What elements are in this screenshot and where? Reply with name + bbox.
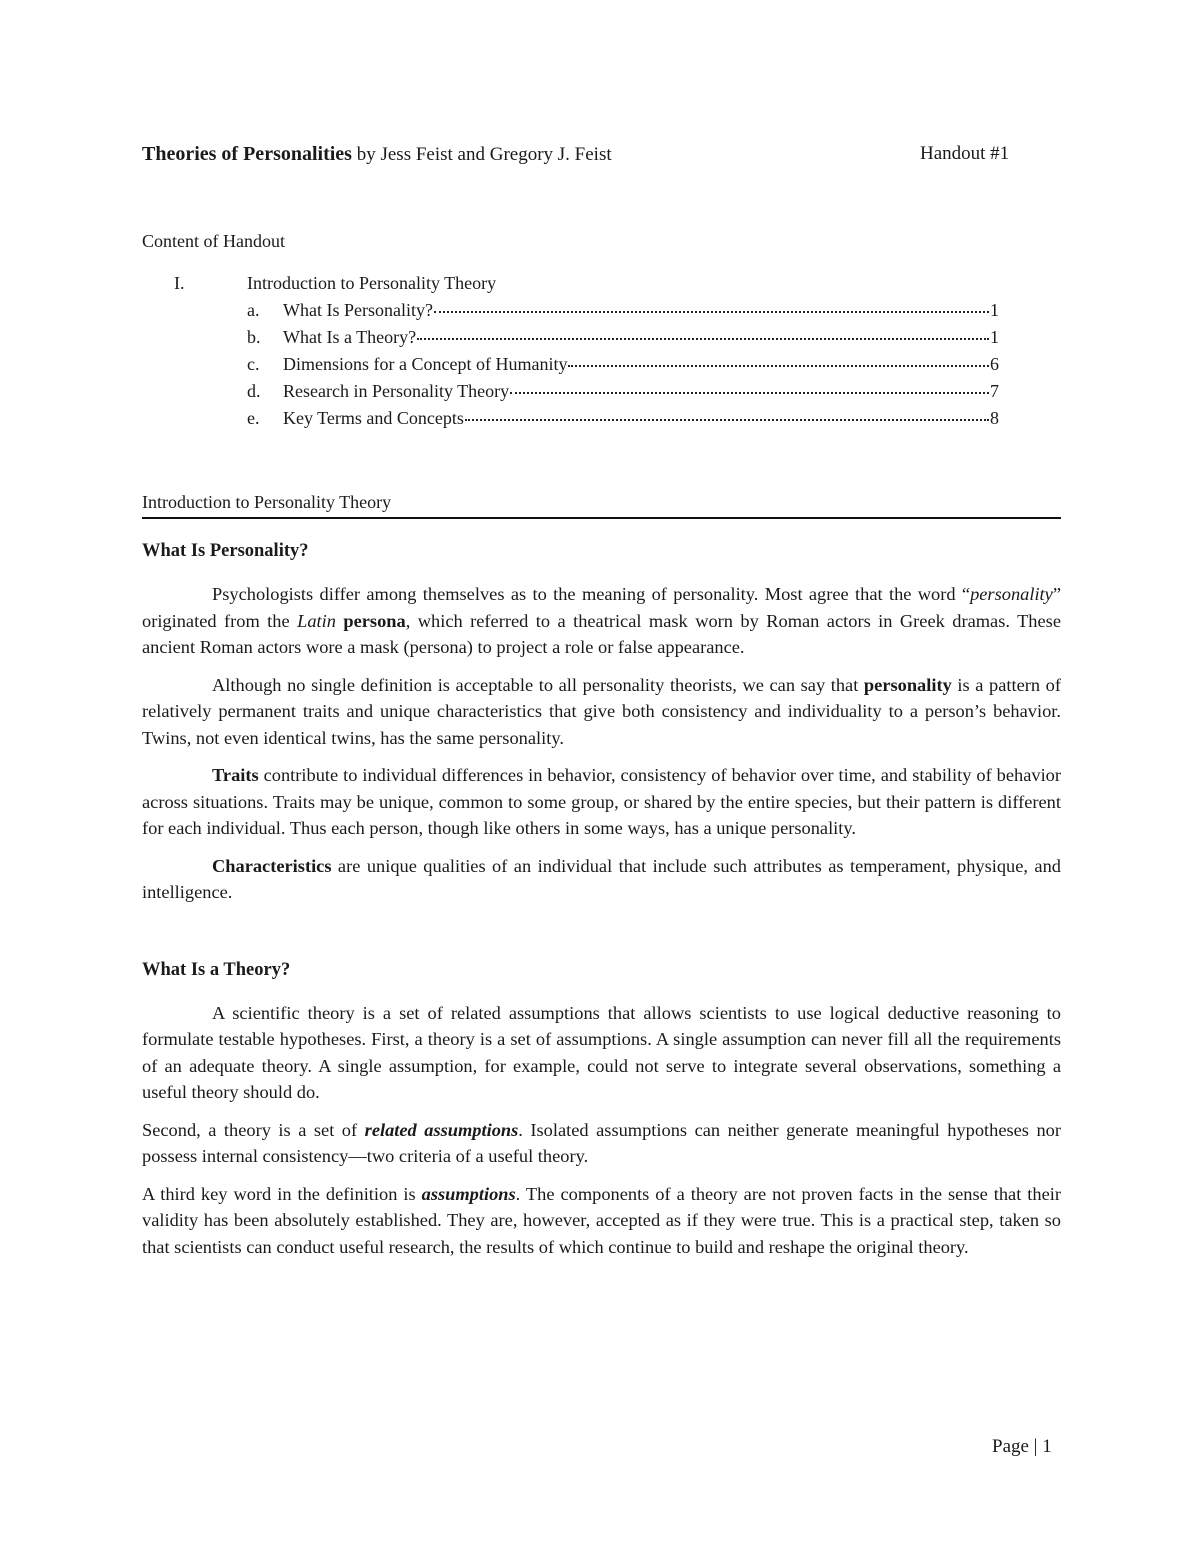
heading-what-is-a-theory: What Is a Theory?: [142, 959, 291, 980]
toc-item[interactable]: [247, 354, 999, 381]
emphasis-text: Latin: [297, 610, 336, 631]
toc-item-page: 7: [990, 381, 999, 401]
toc-item-letter: d.: [247, 381, 261, 401]
key-term: persona: [343, 610, 406, 631]
toc-leader: [568, 365, 989, 367]
text-run: are unique qualities of an individual that include such attributes as temperament, physique, and intelligence.: [142, 855, 1061, 902]
spacer: [142, 917, 1061, 957]
paragraph: [142, 762, 1061, 842]
page-header: [142, 143, 1061, 169]
paragraph: [142, 853, 1061, 906]
toc-leader: [510, 392, 989, 394]
key-term: personality: [863, 674, 952, 695]
paragraph: [142, 1181, 1061, 1261]
toc-item-letter: a.: [247, 300, 260, 320]
toc-leader: [417, 338, 989, 340]
key-term: Characteristics: [212, 855, 332, 876]
paragraph: [142, 672, 1061, 752]
toc-item-letter: b.: [247, 327, 261, 347]
toc-section-title: Introduction to Personality Theory: [247, 273, 497, 293]
text-run: Second, a theory is a set of: [142, 1119, 365, 1140]
toc-item-letter: c.: [247, 354, 260, 374]
body-content: [142, 538, 1061, 1271]
text-run: . Isolated assumptions can neither generate meaningful hypotheses nor possess internal consistency—two criteria of a useful theory.: [142, 1119, 1061, 1166]
text-run: Although no single definition is acceptable to all personality theorists, we can say that: [212, 674, 864, 695]
toc-item[interactable]: [247, 408, 999, 435]
text-run: . The components of a theory are not proven facts in the sense that their validity has been absolutely established. They are, however, accepted as if they were true. This is a practical step, taken so that scientists can conduct useful research, the results of which continue to build and reshape the original theory.: [142, 1183, 1061, 1257]
toc-heading: Content of Handout: [142, 231, 285, 251]
section-title: Introduction to Personality Theory: [142, 492, 1061, 519]
toc-item-label: Dimensions for a Concept of Humanity: [283, 354, 568, 374]
toc-item-label: What Is a Theory?: [283, 327, 417, 347]
toc-item-page: 8: [990, 408, 999, 428]
heading-what-is-personality: What Is Personality?: [142, 541, 309, 561]
emphasis-text: personality: [970, 584, 1053, 604]
text-run: is a pattern of relatively permanent traits and unique characteristics that give both consistency and individuality to a person’s behavior. Twins, not even identical twins, has the same personality.: [142, 674, 1061, 748]
text-run: Psychologists differ among themselves as to the meaning of personality. Most agree that the word “: [212, 584, 971, 604]
text-run: ” originated from the: [142, 584, 1061, 631]
toc-section-numeral: I.: [174, 273, 185, 293]
toc-item[interactable]: [247, 300, 999, 327]
book-authors: by Jess Feist and Gregory J. Feist: [351, 144, 612, 165]
toc-leader: [465, 419, 989, 421]
text-run: contribute to individual differences in behavior, consistency of behavior over time, and stability of behavior across situations. Traits may be unique, common to some group, or shared by the entire species, but their pattern is different for each individual. Thus each person, though like others in some ways, has a unique personality.: [142, 765, 1061, 838]
paragraph: [142, 1117, 1061, 1170]
paragraph: A scientific theory is a set of related assumptions that allows scientists to use logical deductive reasoning to formulate testable hypotheses. First, a theory is a set of assumptions. A single assumption can never fill all the requirements of an adequate theory. A single assumption, for example, could not serve to integrate several observations, something a useful theory should do.: [142, 1002, 1061, 1102]
toc-item-page: 1: [990, 300, 999, 320]
toc-item[interactable]: [247, 381, 999, 408]
key-term: related assumptions: [364, 1119, 519, 1140]
text-run: , which referred to a theatrical mask worn by Roman actors in Greek dramas. These ancient Roman actors wore a mask (persona) to project a role or false appearance.: [142, 610, 1061, 657]
toc-item-page: 1: [990, 327, 999, 347]
document-page: [142, 0, 1061, 1553]
text-run: A third key word in the definition is: [142, 1183, 422, 1204]
page-number: Page | 1: [992, 1436, 1052, 1457]
key-term: Traits: [212, 765, 259, 785]
toc-item-label: Key Terms and Concepts: [283, 408, 464, 428]
toc-list: [247, 300, 999, 435]
handout-number: Handout #1: [920, 143, 1010, 164]
paragraph: [142, 581, 1061, 661]
toc-item-label: Research in Personality Theory: [283, 381, 510, 401]
toc-item-label: What Is Personality?: [283, 300, 433, 320]
book-title: Theories of Personalities: [142, 143, 352, 165]
key-term: assumptions: [421, 1183, 516, 1204]
toc-item-page: 6: [990, 354, 999, 374]
toc-leader: [434, 311, 989, 313]
toc-item-letter: e.: [247, 408, 260, 428]
toc-item[interactable]: [247, 327, 999, 354]
